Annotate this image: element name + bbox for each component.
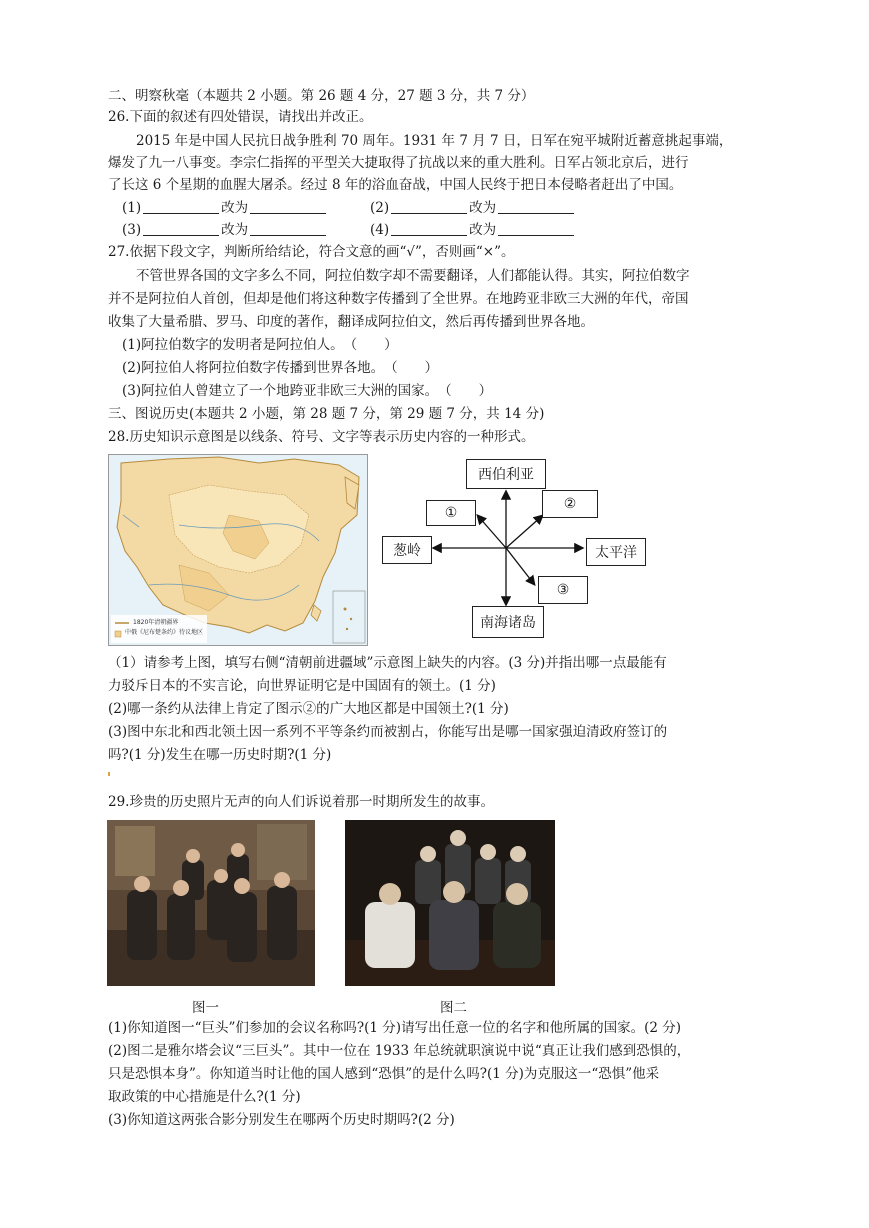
- map-legend-border: 1820年清朝疆界: [133, 619, 179, 626]
- q26-blank-row-4: [370, 220, 576, 240]
- q27-paragraph-line-1: 不管世界各国的文字多么不同，阿拉伯数字却不需要翻译，人们都能认得。其实，阿拉伯数字: [136, 268, 690, 284]
- q29-question-2-line-1: (2)图二是雅尔塔会议“三巨头”。其中一位在 1933 年总统就职演说中说“真正让我们感到恐惧的，: [108, 1043, 691, 1059]
- q29-question-2-line-2: 只是恐惧本身”。你知道当时让他的国人感到“恐惧”的是什么吗?(1 分)为克服这一“恐惧”他采: [108, 1066, 660, 1082]
- q26-blank-3-correct[interactable]: [250, 221, 326, 236]
- section-2-title: 二、明察秋毫（本题共 2 小题。第 26 题 4 分，27 题 3 分，共 7 分）: [108, 88, 535, 104]
- diagram-box-north: 西伯利亚: [466, 459, 546, 489]
- q27-statement-1: (1)阿拉伯数字的发明者是阿拉伯人。 （ ）: [122, 337, 398, 353]
- stray-mark: [108, 772, 110, 776]
- q26-blank-3-label: (3): [122, 222, 142, 238]
- photo-2-caption: 图二: [440, 1000, 467, 1016]
- q26-blank-row-3: [122, 220, 328, 240]
- q28-question-1-line-2: 力驳斥日本的不实言论，向世界证明它是中国固有的领土。(1 分): [108, 678, 496, 694]
- q27-statement-3: (3)阿拉伯人曾建立了一个地跨亚非欧三大洲的国家。 （ ）: [122, 383, 493, 399]
- q28-stem: 28.历史知识示意图是以线条、符号、文字等表示历史内容的一种形式。: [108, 429, 535, 445]
- q27-paragraph-line-3: 收集了大量希腊、罗马、印度的著作，翻译成阿拉伯文，然后再传播到世界各地。: [108, 314, 594, 330]
- q26-change-text: 改为: [469, 222, 497, 238]
- photo-1-paris-conference: [107, 820, 315, 986]
- q26-blank-1-wrong[interactable]: [143, 199, 219, 214]
- q26-blank-row-2: [370, 198, 576, 218]
- map-legend-treaty: 中俄《尼布楚条约》待议地区: [125, 629, 204, 636]
- diagram-box-circle-1: ①: [426, 500, 476, 526]
- q29-question-2-line-3: 取政策的中心措施是什么?(1 分): [108, 1089, 301, 1105]
- q26-blank-1-label: (1): [122, 200, 142, 216]
- diagram-box-circle-2: ②: [542, 490, 598, 518]
- q26-blank-4-label: (4): [370, 222, 390, 238]
- q27-statement-2: (2)阿拉伯人将阿拉伯数字传播到世界各地。 （ ）: [122, 360, 439, 376]
- q27-paragraph-line-2: 并不是阿拉伯人首创，但却是他们将这种数字传播到了全世界。在地跨亚非欧三大洲的年代，帝国: [108, 291, 689, 307]
- q26-paragraph-line-3: 了长这 6 个星期的血腥大屠杀。经过 8 年的浴血奋战，中国人民终于把日本侵略者赶出了中国。: [108, 177, 683, 193]
- photo-2-yalta-conference: [345, 820, 555, 986]
- q26-change-text: 改为: [221, 200, 249, 216]
- diagram-box-circle-3: ③: [538, 576, 588, 604]
- photo-1-caption: 图一: [192, 1000, 219, 1016]
- q26-blank-2-correct[interactable]: [498, 199, 574, 214]
- photo-2-graphic: [345, 820, 555, 986]
- q27-stem: 27.依据下段文字，判断所给结论，符合文意的画“√”，否则画“×”。: [108, 244, 515, 260]
- qing-territory-map: [108, 454, 368, 646]
- diagram-box-west: 葱岭: [382, 536, 432, 564]
- q28-question-1-line-1: （1）请参考上图，填写右侧“清朝前进疆域”示意图上缺失的内容。(3 分)并指出哪一点最能有: [108, 655, 667, 671]
- q26-blank-4-wrong[interactable]: [391, 221, 467, 236]
- q29-question-3: (3)你知道这两张合影分别发生在哪两个历史时期吗?(2 分): [108, 1112, 455, 1128]
- q26-paragraph-line-1: 2015 年是中国人民抗日战争胜利 70 周年。1931 年 7 月 7 日，日军在宛平城附近蓄意挑起事端，: [136, 133, 733, 149]
- q26-stem: 26.下面的叙述有四处错误，请找出并改正。: [108, 109, 373, 125]
- diagram-box-east: 太平洋: [586, 538, 646, 566]
- q26-blank-4-correct[interactable]: [498, 221, 574, 236]
- q26-blank-2-label: (2): [370, 200, 390, 216]
- q26-change-text: 改为: [221, 222, 249, 238]
- q26-blank-row-1: [122, 198, 328, 218]
- q28-question-3-line-1: (3)图中东北和西北领土因一系列不平等条约而被割占，你能写出是哪一国家强迫清政府签订的: [108, 724, 668, 740]
- q28-question-2: (2)哪一条约从法律上肯定了图示②的广大地区都是中国领土?(1 分): [108, 701, 509, 717]
- q29-question-1: (1)你知道图一“巨头”们参加的会议名称吗?(1 分)请写出任意一位的名字和他所属的国家。(2 分): [108, 1020, 681, 1036]
- photo-1-graphic: [107, 820, 315, 986]
- section-3-title: 三、图说历史(本题共 2 小题，第 28 题 7 分，第 29 题 7 分，共 14 分): [108, 406, 545, 422]
- q26-blank-3-wrong[interactable]: [143, 221, 219, 236]
- q26-paragraph-line-2: 爆发了九一八事变。李宗仁指挥的平型关大捷取得了抗战以来的重大胜利。日军占领北京后，进行: [108, 155, 689, 171]
- map-graphic: [109, 455, 367, 645]
- q28-question-3-line-2: 吗?(1 分)发生在哪一历史时期?(1 分): [108, 747, 332, 763]
- q26-blank-1-correct[interactable]: [250, 199, 326, 214]
- q29-stem: 29.珍贵的历史照片无声的向人们诉说着那一时期所发生的故事。: [108, 794, 494, 810]
- diagram-box-south: 南海诸岛: [472, 606, 544, 638]
- q26-blank-2-wrong[interactable]: [391, 199, 467, 214]
- q26-change-text: 改为: [469, 200, 497, 216]
